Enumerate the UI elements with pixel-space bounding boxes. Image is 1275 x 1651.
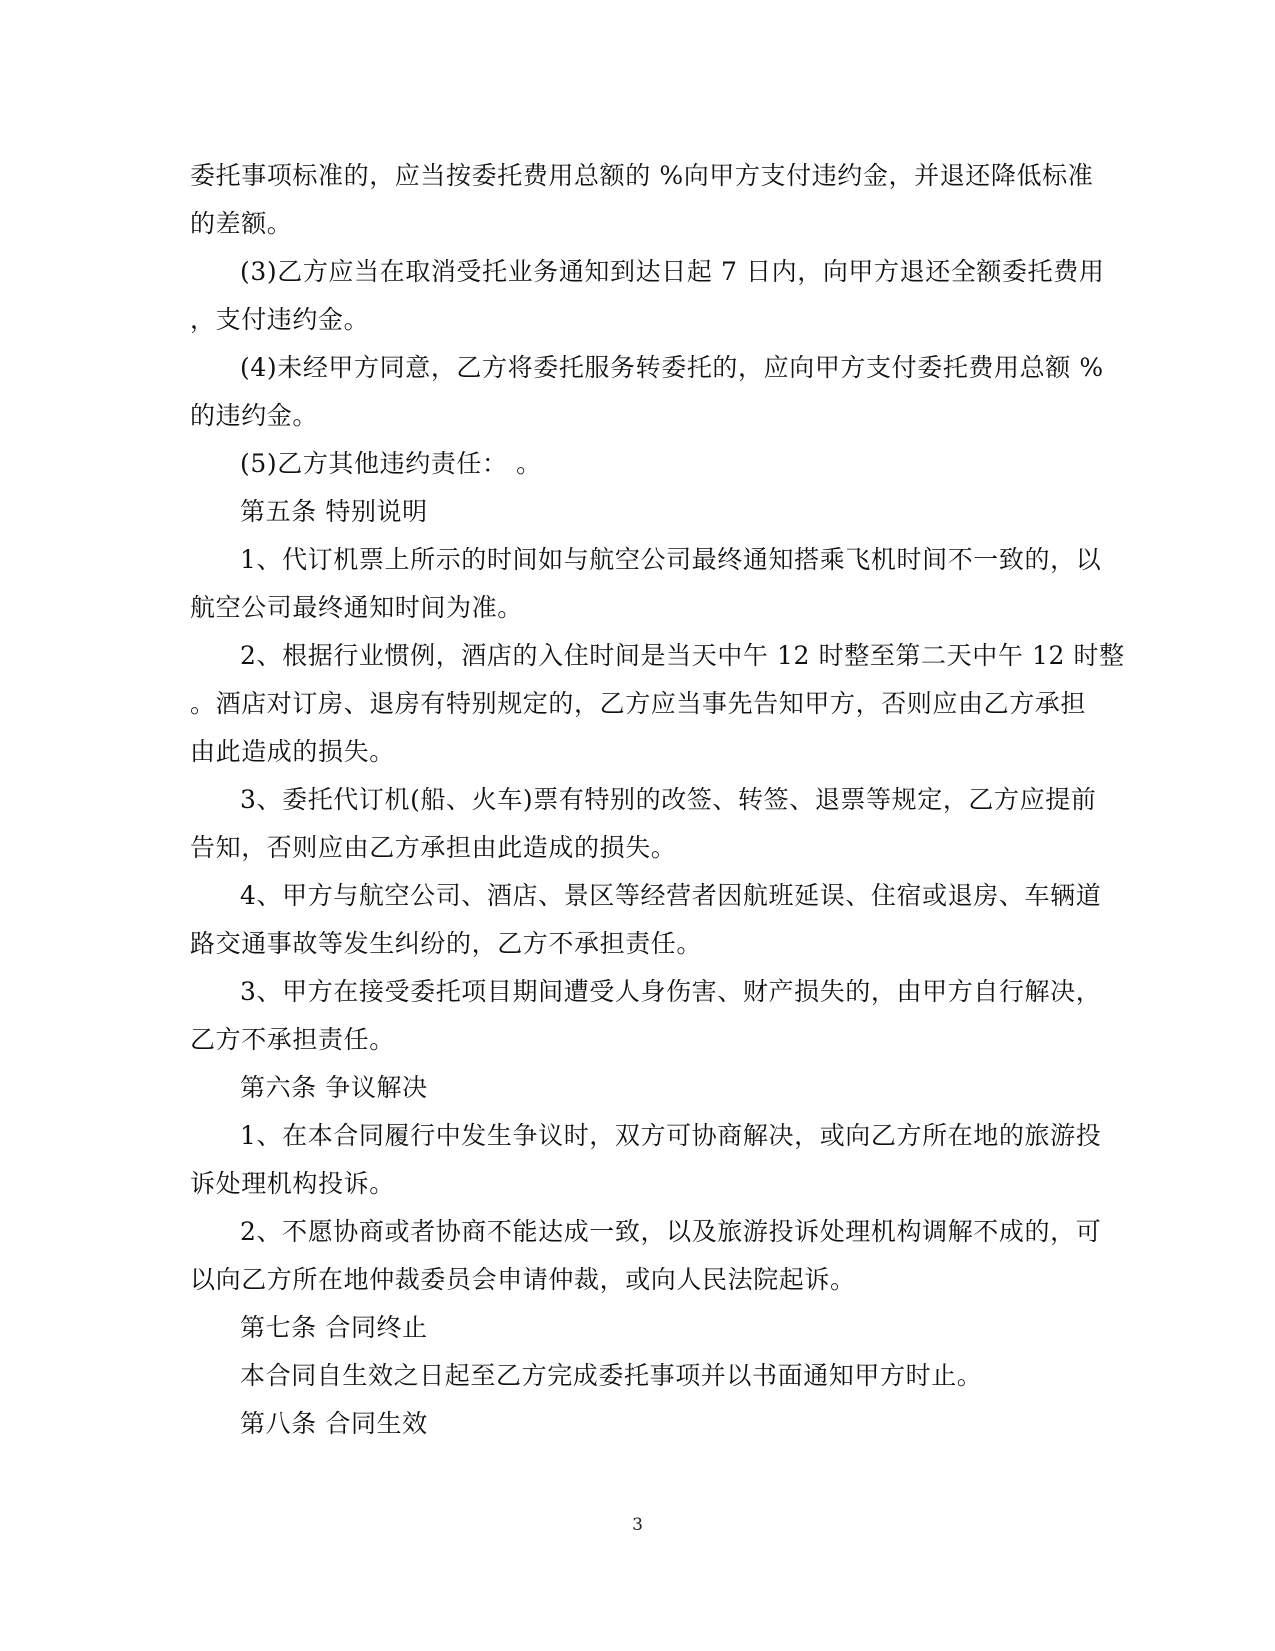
text-line: (5)乙方其他违约责任： 。	[240, 449, 542, 478]
text-line: 2、不愿协商或者协商不能达成一致，以及旅游投诉处理机构调解不成的，可	[240, 1217, 1102, 1246]
section-heading: 第八条 合同生效	[240, 1409, 428, 1438]
text-line: 由此造成的损失。	[190, 737, 395, 766]
text-line: 3、甲方在接受委托项目期间遭受人身伤害、财产损失的，由甲方自行解决，	[240, 977, 1102, 1006]
text-line: 3、委托代订机(船、火车)票有特别的改签、转签、退票等规定，乙方应提前	[240, 785, 1097, 814]
document-body	[190, 152, 1125, 1448]
section-heading: 第七条 合同终止	[240, 1313, 428, 1342]
text-line: 的差额。	[190, 209, 293, 238]
text-line: 航空公司最终通知时间为准。	[190, 593, 523, 622]
text-line: (4)未经甲方同意，乙方将委托服务转委托的，应向甲方支付委托费用总额 %	[240, 353, 1104, 382]
text-line: 2、根据行业惯例，酒店的入住时间是当天中午 12 时整至第二天中午 12 时整	[240, 641, 1125, 670]
text-line: 本合同自生效之日起至乙方完成委托事项并以书面通知甲方时止。	[240, 1361, 983, 1390]
text-line: 诉处理机构投诉。	[190, 1169, 395, 1198]
text-line: 告知，否则应由乙方承担由此造成的损失。	[190, 833, 677, 862]
text-line: 以向乙方所在地仲裁委员会申请仲裁，或向人民法院起诉。	[190, 1265, 856, 1294]
text-line: 1、代订机票上所示的时间如与航空公司最终通知搭乘飞机时间不一致的，以	[240, 545, 1102, 574]
text-line: 乙方不承担责任。	[190, 1025, 395, 1054]
text-line: 的违约金。	[190, 401, 319, 430]
text-line: 委托事项标准的，应当按委托费用总额的 %向甲方支付违约金，并退还降低标准	[190, 161, 1094, 190]
section-heading: 第五条 特别说明	[240, 497, 428, 526]
section-heading: 第六条 争议解决	[240, 1073, 428, 1102]
text-line: 1、在本合同履行中发生争议时，双方可协商解决，或向乙方所在地的旅游投	[240, 1121, 1102, 1150]
text-line: 。酒店对订房、退房有特别规定的，乙方应当事先告知甲方，否则应由乙方承担	[190, 689, 1087, 718]
page-number: 3	[632, 1515, 643, 1535]
text-line: 路交通事故等发生纠纷的，乙方不承担责任。	[190, 929, 703, 958]
text-line: ，支付违约金。	[190, 305, 370, 334]
text-line: 4、甲方与航空公司、酒店、景区等经营者因航班延误、住宿或退房、车辆道	[240, 881, 1102, 910]
text-line: (3)乙方应当在取消受托业务通知到达日起 7 日内，向甲方退还全额委托费用	[240, 257, 1105, 286]
